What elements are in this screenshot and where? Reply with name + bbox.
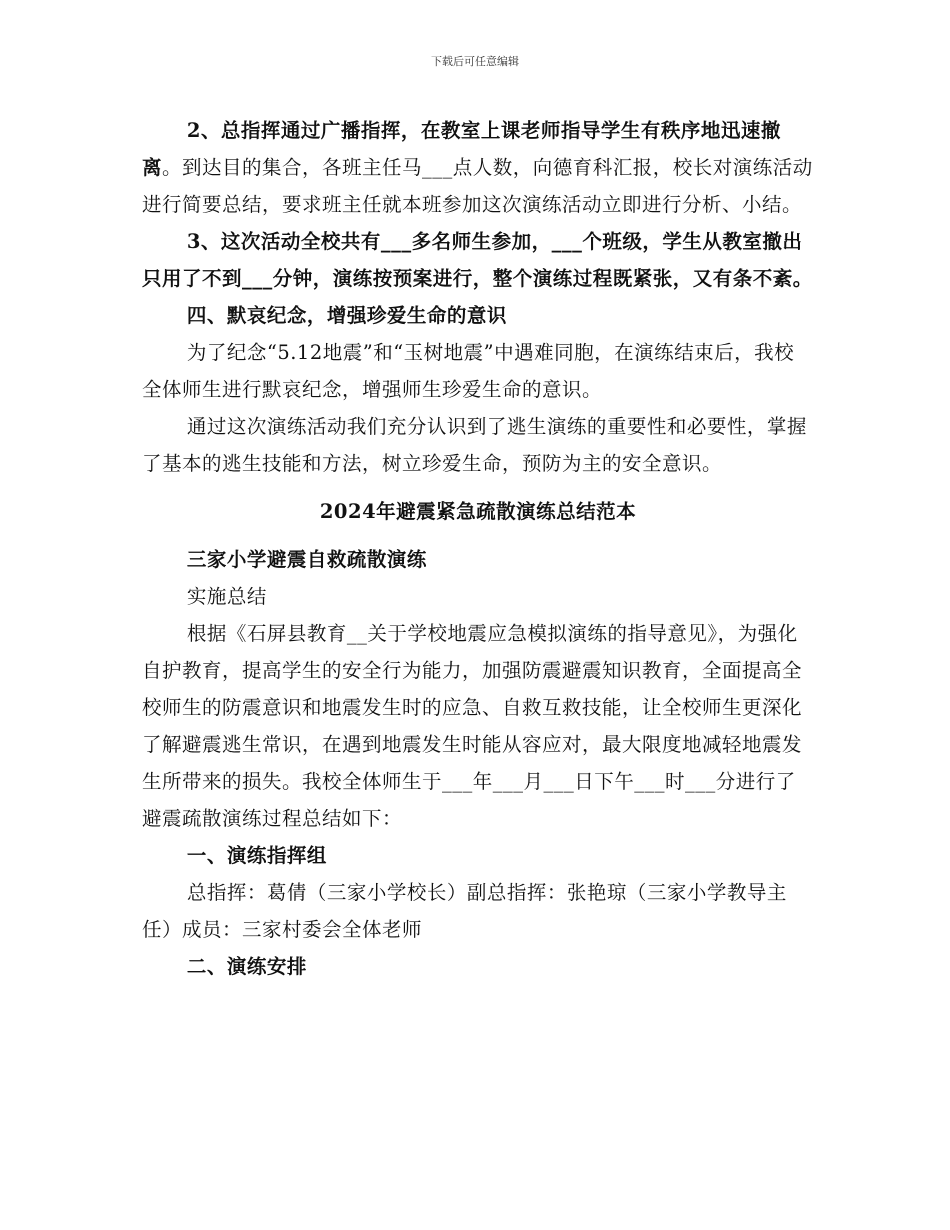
paragraph-evacuation-rest: 。到达目的集合，各班主任马___点人数，向德育科汇报，校长对演练活动进行简要总结，要求班主任就本班参加这次演练活动立即进行分析、小结。 [142,156,813,216]
heading-drill-arrangement: 二、演练安排 [186,955,307,978]
heading-command-group: 一、演练指挥组 [186,844,327,867]
paragraph-activity-stats: 3、这次活动全校共有___多名师生参加，___个班级，学生从教室撤出只用了不到___分钟，演练按预案进行，整个演练过程既紧张，又有条不紊。 [142,230,813,290]
page-header: 下载后可任意编辑 [431,55,519,68]
paragraph-evacuation-bold: 2、总指挥通过广播指挥，在教室上课老师指导学生有秩序地迅速撤离 [142,119,781,179]
paragraph-command-members: 总指挥：葛倩（三家小学校长）副总指挥：张艳琼（三家小学教导主任）成员：三家村委会全体老师 [142,881,787,941]
heading-memorial: 四、默哀纪念，增强珍爱生命的意识 [186,304,507,327]
document-body [142,112,814,985]
paragraph-intro: 根据《石屏县教育__关于学校地震应急模拟演练的指导意见》，为强化自护教育，提高学生的安全行为能力，加强防震避震知识教育，全面提高全校师生的防震意识和地震发生时的应急、自救互救技能，让全校师生更深化了解避震逃生常识，在遇到地震发生时能从容应对，最大限度地减轻地震发生所带来的损失。我校全体师生于___年___月___日下午___时___分进行了避震疏散演练过程总结如下： [142,622,803,830]
document-title: 2024年避震紧急疏散演练总结范本 [319,500,637,523]
subheading-summary: 实施总结 [186,585,267,608]
paragraph-conclusion: 通过这次演练活动我们充分认识到了逃生演练的重要性和必要性，掌握了基本的逃生技能和方法，树立珍爱生命，预防为主的安全意识。 [142,415,807,475]
heading-school-drill: 三家小学避震自救疏散演练 [186,548,427,571]
paragraph-evacuation [142,112,814,223]
paragraph-memorial: 为了纪念“5.12地震”和“玉树地震”中遇难同胞，在演练结束后，我校全体师生进行默哀纪念，增强师生珍爱生命的意识。 [142,341,795,401]
